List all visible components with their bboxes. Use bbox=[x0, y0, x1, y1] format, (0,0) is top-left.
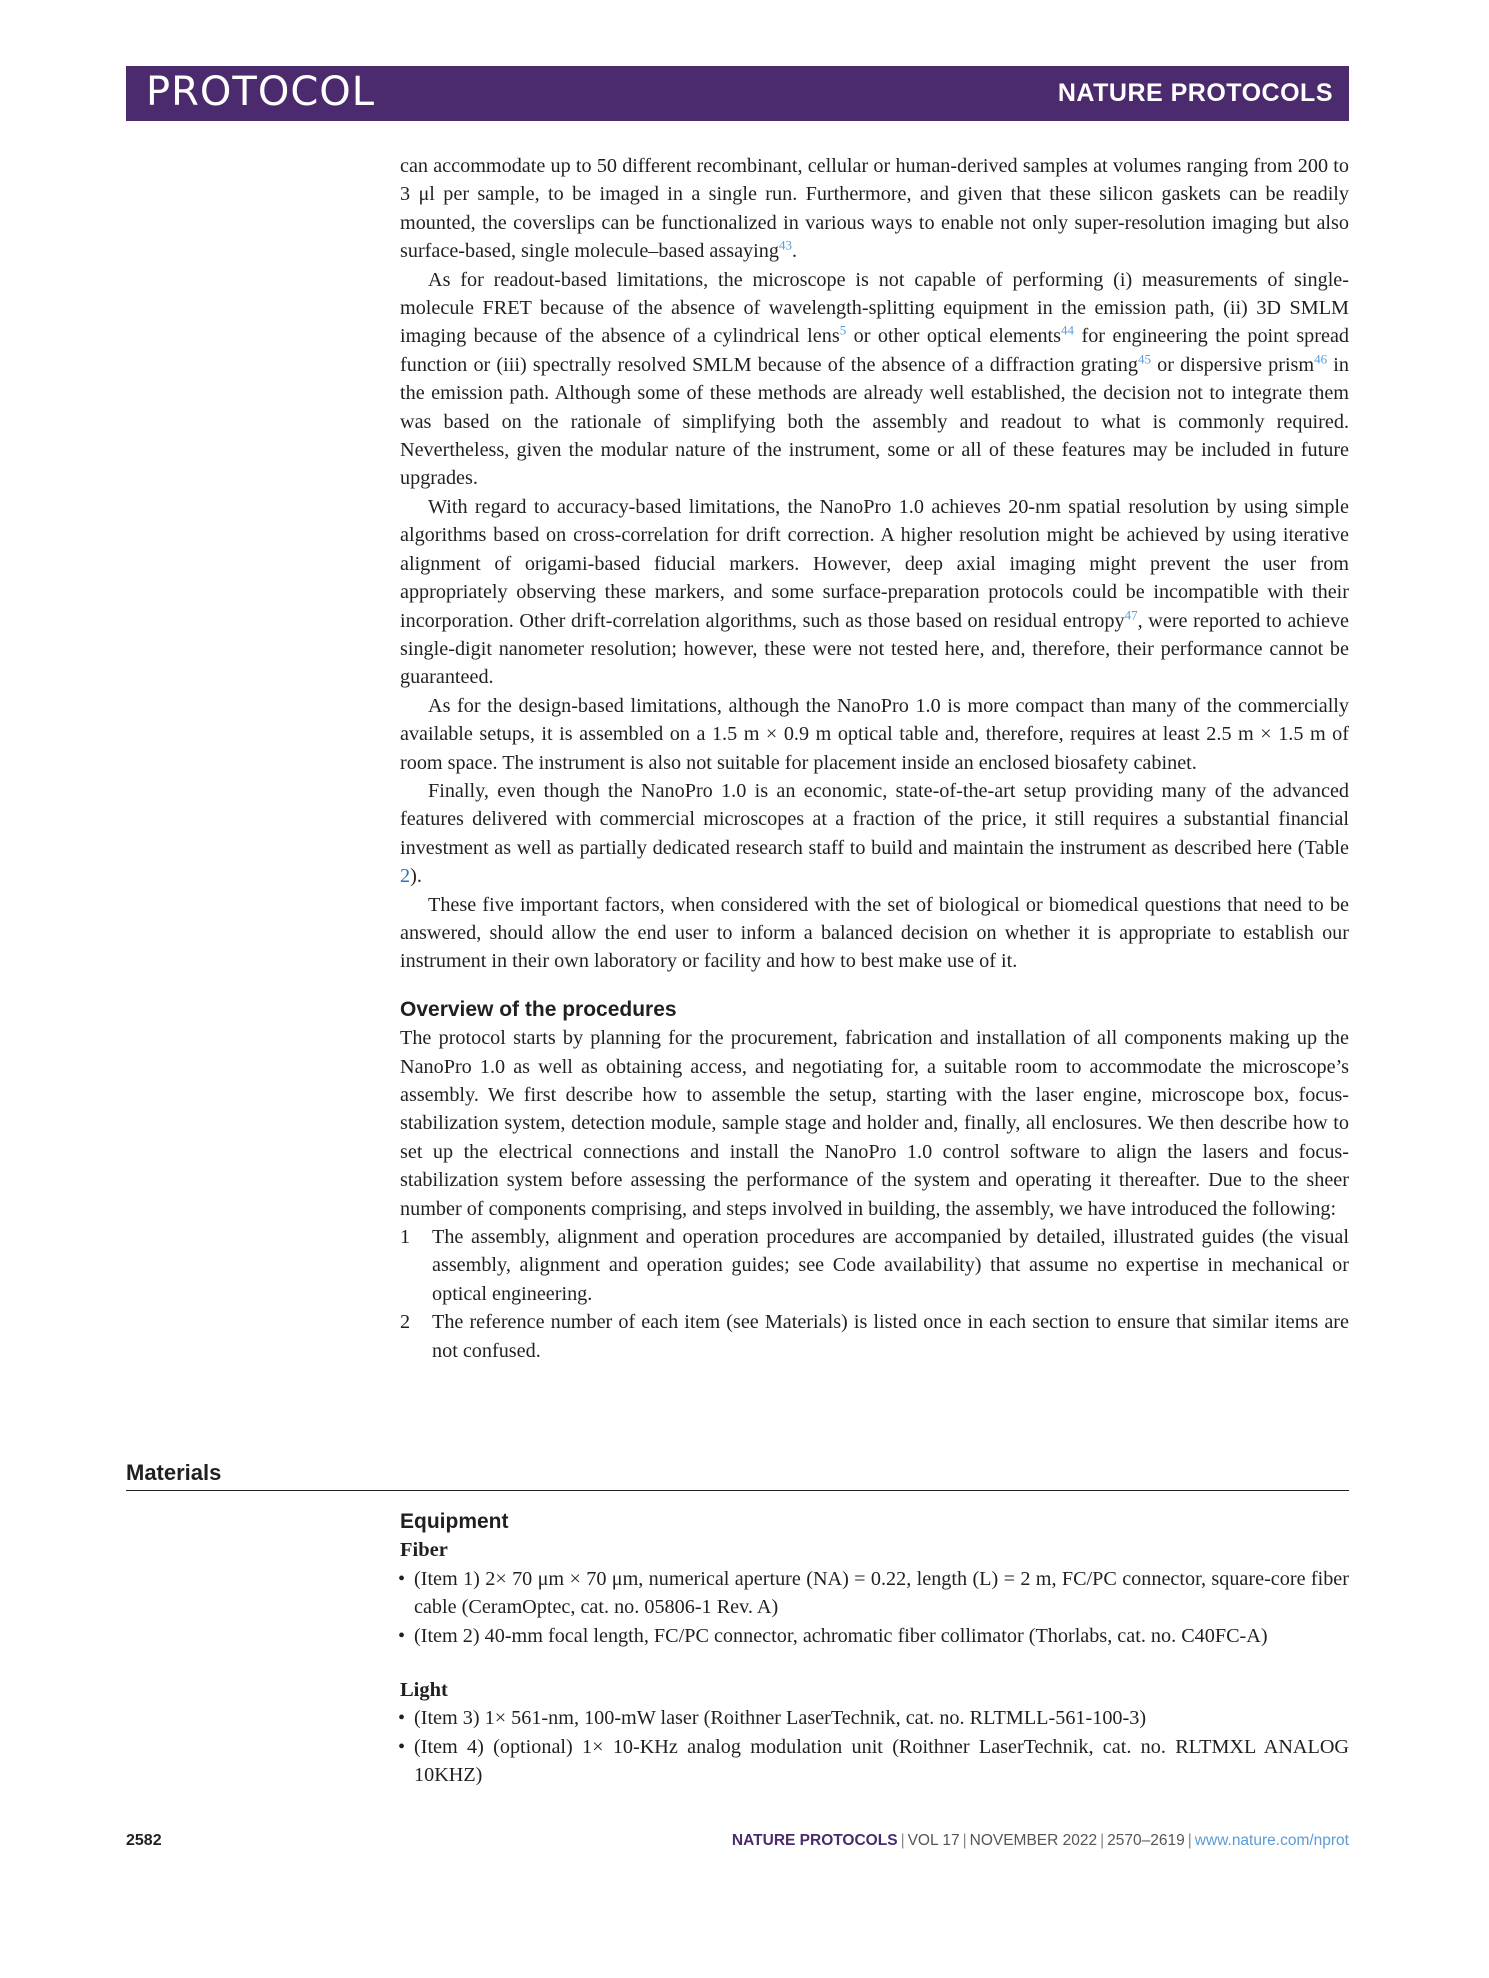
citation-link[interactable]: 46 bbox=[1314, 351, 1328, 367]
list-item: • (Item 2) 40-mm focal length, FC/PC connector, achromatic fiber collimator (Thorlabs, cat. no. C40FC-A) bbox=[398, 1624, 1268, 1647]
paragraph-cost: Finally, even though the NanoPro 1.0 is an economic, state-of-the-art setup providing many of the advanced features delivered with commercial microscopes at a fraction of the price, it still requires a substantial financial investment as well as partially dedicated research staff to build and maintain the instrument as described here (Table 2). bbox=[400, 779, 1349, 888]
journal-header-label: NATURE PROTOCOLS bbox=[1057, 79, 1333, 107]
materials-column bbox=[400, 1508, 1349, 1790]
fiber-list bbox=[400, 1565, 1349, 1650]
overview-body: The protocol starts by planning for the procurement, fabrication and installation of all components making up the NanoPro 1.0 as well as obtaining access, and negotiating for, a suitable room to accommodate the microscope’s assembly. We first describe how to assemble the setup, starting with the laser engine, microscope box, focus-stabilization system, detection module, sample stage and holder and, finally, all enclosures. We then describe how to set up the electrical connections and install the NanoPro 1.0 control software to align the lasers and focus-stabilization system before assessing the performance of the system and operating it thereafter. Due to the sheer number of components comprising, and steps involved in building, the assembly, we have introduced the following: bbox=[400, 1027, 1349, 1220]
light-heading: Light bbox=[400, 1679, 448, 1702]
footer-citation: NATURE PROTOCOLS | VOL 17 | NOVEMBER 2022 | 2570–2619 | www.nature.com/nprot bbox=[731, 1832, 1349, 1849]
equipment-heading: Equipment bbox=[400, 1510, 509, 1533]
overview-list bbox=[400, 1223, 1349, 1365]
section-type-label: PROTOCOL bbox=[146, 69, 376, 115]
paragraph-accuracy-limitations: With regard to accuracy-based limitations, the NanoPro 1.0 achieves 20-nm spatial resolution by using simple algorithms based on cross-correlation for drift correction. A higher resolution might be achieved by using iterative alignment of origami-based fiducial markers. However, deep axial imaging might prevent the user from appropriately observing these markers, and some surface-preparation protocols could be incompatible with their incorporation. Other drift-correlation algorithms, such as those based on residual entropy$^{47}$, were reported to achieve single-digit nanometer resolution; however, these were not tested here, and, therefore, their performance cannot be guaranteed. bbox=[400, 495, 1349, 689]
fiber-heading: Fiber bbox=[400, 1539, 448, 1562]
paragraph-design-limitations: As for the design-based limitations, although the NanoPro 1.0 is more compact than many of the commercially available setups, it is assembled on a 1.5 m × 0.9 m optical table and, therefore, requires at least 2.5 m × 1.5 m of room space. The instrument is also not suitable for placement inside an enclosed biosafety cabinet. bbox=[400, 694, 1349, 774]
citation-link[interactable]: 44 bbox=[1061, 322, 1075, 338]
paragraph-continuation: can accommodate up to 50 different recombinant, cellular or human-derived samples at volumes ranging from 200 to 3 μl per sample, to be imaged in a single run. Furthermore, and given that these silicon gaskets can be readily mounted, the coverslips can be functionalized in various ways to enable not only super-resolution imaging but also surface-based, single molecule–based assaying$^{43}$. bbox=[400, 155, 1349, 263]
light-list bbox=[400, 1704, 1349, 1789]
materials-label: Materials bbox=[126, 1460, 222, 1485]
list-item: • (Item 1) 2× 70 μm × 70 μm, numerical aperture (NA) = 0.22, length (L) = 2 m, FC/PC connector, square-core fiber cable (CeramOptec, cat. no. 05806-1 Rev. A) bbox=[398, 1567, 1349, 1619]
citation-link[interactable]: 5 bbox=[839, 322, 847, 338]
paragraph-readout-limitations: As for readout-based limitations, the microscope is not capable of performing (i) measurements of single-molecule FRET because of the absence of wavelength-splitting equipment in the emission path, (ii) 3D SMLM imaging because of the absence of a cylindrical lens$^5$ or other optical elements$^{44}$ for engineering the point spread function or (iii) spectrally resolved SMLM because of the absence of a diffraction grating$^{45}$ or dispersive prism$^{46}$ in the emission path. Although some of these methods are already well established, the decision not to integrate them was based on the rationale of simplifying both the assembly and readout to what is commonly required. Nevertheless, given the modular nature of the instrument, some or all of these features may be included in future upgrades. bbox=[400, 268, 1350, 490]
table-link[interactable]: 2 bbox=[400, 865, 411, 888]
list-item: 1 The assembly, alignment and operation procedures are accompanied by detailed, illustrated guides (the visual assembly, alignment and operation guides; see Code availability) that assume no expertise in mechanical or optical engineering. bbox=[400, 1226, 1349, 1305]
list-item: • (Item 3) 1× 561-nm, 100-mW laser (Roithner LaserTechnik, cat. no. RLTMLL-561-100-3) bbox=[398, 1707, 1147, 1730]
paragraph-summary: These five important factors, when considered with the set of biological or biomedical questions that need to be answered, should allow the end user to inform a balanced decision on whether it is appropriate to establish our instrument in their own laboratory or facility and how to best make use of it. bbox=[400, 893, 1349, 973]
header-bar bbox=[126, 66, 1349, 121]
citation-link[interactable]: 47 bbox=[1124, 606, 1138, 622]
materials-divider bbox=[126, 1490, 1349, 1491]
citation-link[interactable]: 43 bbox=[778, 237, 792, 253]
list-item: • (Item 4) (optional) 1× 10-KHz analog modulation unit (Roithner LaserTechnik, cat. no. RLTMXL ANALOG 10KHZ) bbox=[398, 1735, 1349, 1787]
page-number: 2582 bbox=[126, 1832, 162, 1849]
journal-url-link[interactable]: www.nature.com/nprot bbox=[1194, 1832, 1349, 1849]
overview-heading: Overview of the procedures bbox=[400, 997, 677, 1021]
list-item: 2 The reference number of each item (see Materials) is listed once in each section to ensure that similar items are not confused. bbox=[400, 1311, 1349, 1362]
citation-link[interactable]: 45 bbox=[1137, 351, 1151, 367]
body-column bbox=[400, 152, 1349, 1365]
